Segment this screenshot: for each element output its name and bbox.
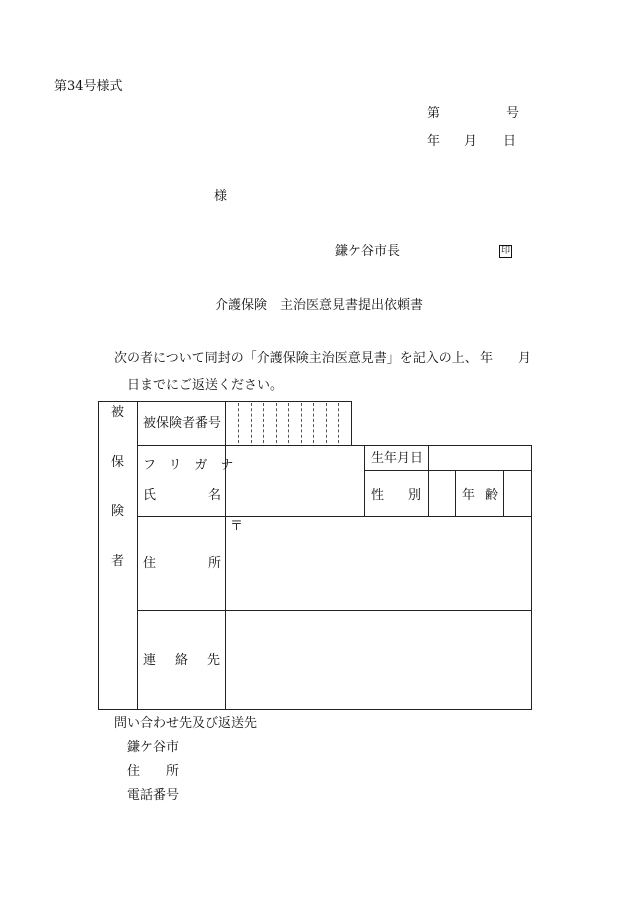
side-label-4: 者 <box>111 554 125 569</box>
inquiry-phone-label: 電話番号 <box>127 788 180 803</box>
side-label-2: 保 <box>111 455 125 470</box>
date-month: 月 <box>464 134 478 149</box>
age-label: 年齢 <box>462 488 509 503</box>
addressee-suffix: 様 <box>214 189 228 204</box>
address-label: 住所 <box>143 556 274 571</box>
doc-number-suffix: 号 <box>506 106 520 121</box>
doc-number-prefix: 第 <box>427 106 441 121</box>
insured-number-label: 被保険者番号 <box>143 416 222 431</box>
sender-name: 鎌ケ谷市長 <box>335 244 401 259</box>
side-label-1: 被 <box>111 405 125 420</box>
date-day: 日 <box>503 134 517 149</box>
body-month: 月 <box>518 351 532 366</box>
postal-mark: 〒 <box>230 519 244 534</box>
name-label: 氏名 <box>143 488 274 503</box>
body-line-2: 日までにご返送ください。 <box>127 378 284 393</box>
date-year: 年 <box>427 134 441 149</box>
body-line-1: 次の者について同封の「介護保険主治医意見書」を記入の上、 <box>114 351 478 366</box>
inquiry-address-label: 住 所 <box>127 764 180 779</box>
sex-label: 性別 <box>371 488 446 503</box>
inquiry-city: 鎌ケ谷市 <box>127 740 180 755</box>
inquiry-heading: 問い合わせ先及び返送先 <box>114 716 258 731</box>
body-year: 年 <box>480 351 494 366</box>
contact-label: 連絡先 <box>143 653 240 668</box>
birthdate-label: 生年月日 <box>371 451 424 466</box>
furigana-label: フリガナ <box>143 458 247 473</box>
seal-mark: 印 <box>500 246 510 256</box>
document-title: 介護保険 主治医意見書提出依頼書 <box>215 298 424 313</box>
side-label-3: 険 <box>111 504 125 519</box>
form-number: 第34号様式 <box>54 79 123 94</box>
